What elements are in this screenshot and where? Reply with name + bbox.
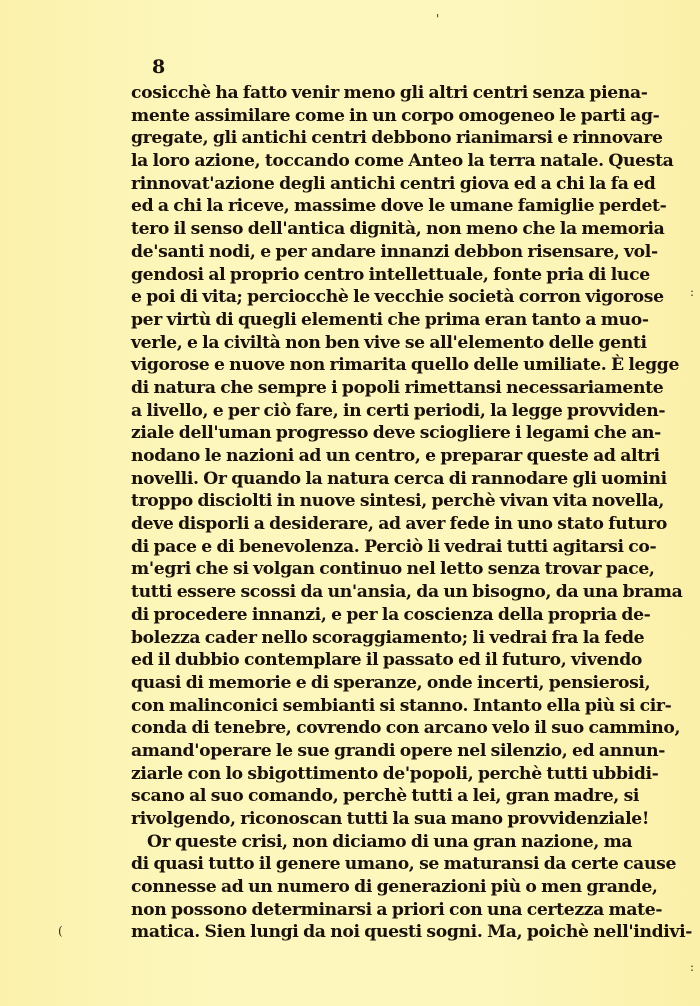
text-line: ed a chi la riceve, massime dove le umane famiglie perdet- (131, 196, 667, 217)
text-line: con malinconici sembianti si stanno. Intanto ella più si cir- (131, 695, 672, 716)
text-line: cosicchè ha fatto venir meno gli altri centri senza piena- (131, 83, 648, 103)
text-line: la loro azione, toccando come Anteo la terra natale. Questa (131, 151, 674, 172)
ink-speck: : (690, 285, 695, 299)
text-line: matica. Sien lungi da noi questi sogni. Ma, poichè nell'indivi- (131, 922, 693, 943)
text-line: novelli. Or quando la natura cerca di rannodare gli uomini (131, 468, 667, 489)
text-line: tutti essere scossi da un'ansia, da un bisogno, da una brama (131, 582, 683, 603)
text-line: connesse ad un numero di generazioni più o men grande, (131, 877, 658, 898)
text-line: quasi di memorie e di speranze, onde incerti, pensierosi, (131, 672, 651, 693)
text-line: e poi di vita; perciocchè le vecchie società corron vigorose (131, 287, 664, 308)
text-line: a livello, e per ciò fare, in certi periodi, la legge provviden- (131, 400, 666, 421)
text-line: di pace e di benevolenza. Perciò li vedrai tutti agitarsi co- (131, 536, 657, 557)
text-line: deve disporli a desiderare, ad aver fede in uno stato futuro (131, 514, 667, 535)
text-line: ziale dell'uman progresso deve sciogliere i legami che an- (131, 423, 661, 444)
ink-speck: ( (58, 924, 63, 938)
text-line: gendosi al proprio centro intellettuale, fonte pria di luce (131, 264, 650, 285)
ink-speck: ' (436, 12, 440, 26)
ink-speck: : (690, 960, 695, 974)
text-line: rinnovat'azione degli antichi centri giova ed a chi la fa ed (131, 173, 656, 194)
page-number: 8 (152, 56, 166, 78)
text-line: conda di tenebre, covrendo con arcano velo il suo cammino, (131, 718, 681, 739)
text-line: vigorose e nuove non rimarita quello delle umiliate. È legge (131, 355, 680, 376)
body-text (131, 82, 693, 944)
text-line: verle, e la civiltà non ben vive se all'elemento delle genti (131, 332, 647, 353)
text-line: amand'operare le sue grandi opere nel silenzio, ed annun- (131, 740, 666, 761)
text-line: ed il dubbio contemplare il passato ed il futuro, vivendo (131, 650, 642, 671)
text-line: tero il senso dell'antica dignità, non meno che la memoria (131, 219, 665, 240)
text-line: non possono determinarsi a priori con una certezza mate- (131, 899, 663, 920)
text-line: m'egri che si volgan continuo nel letto senza trovar pace, (131, 559, 655, 580)
text-line: di procedere innanzi, e per la coscienza della propria de- (131, 604, 651, 625)
text-line: di quasi tutto il genere umano, se maturansi da certe cause (131, 854, 677, 875)
text-line: gregate, gli antichi centri debbono rianimarsi e rinnovare (131, 128, 663, 149)
text-line: troppo disciolti in nuove sintesi, perchè vivan vita novella, (131, 491, 665, 512)
text-line: scano al suo comando, perchè tutti a lei, gran madre, si (131, 786, 640, 807)
text-line: rivolgendo, riconoscan tutti la sua mano provvidenziale! (131, 809, 650, 829)
text-line: nodano le nazioni ad un centro, e preparar queste ad altri (131, 446, 660, 466)
text-line: Or queste crisi, non diciamo di una gran nazione, ma (147, 831, 633, 852)
text-line: mente assimilare come in un corpo omogeneo le parti ag- (131, 105, 660, 126)
text-line: de'santi nodi, e per andare innanzi debbon risensare, vol- (131, 241, 658, 262)
text-line: bolezza cader nello scoraggiamento; li vedrai fra la fede (131, 627, 645, 648)
text-line: di natura che sempre i popoli rimettansi necessariamente (131, 377, 664, 398)
text-line: ziarle con lo sbigottimento de'popoli, perchè tutti ubbidi- (131, 763, 659, 784)
text-line: per virtù di quegli elementi che prima eran tanto a muo- (131, 309, 649, 330)
